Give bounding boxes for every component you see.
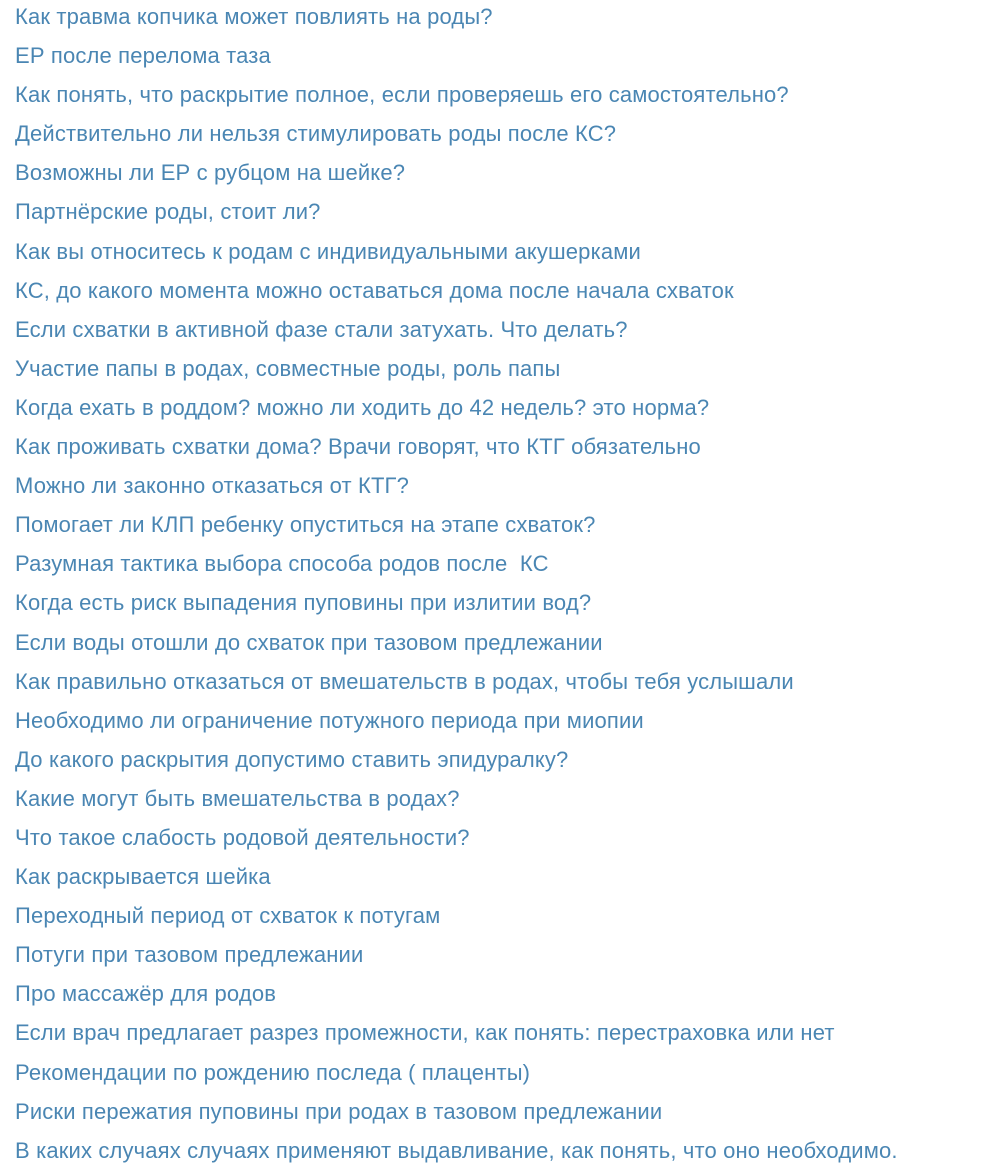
faq-link[interactable]: Если врач предлагает разрез промежности, как понять: перестраховка или нет [15, 1020, 835, 1046]
faq-link[interactable]: Помогает ли КЛП ребенку опуститься на этапе схваток? [15, 512, 596, 538]
faq-link[interactable]: Как проживать схватки дома? Врачи говорят, что КТГ обязательно [15, 434, 701, 460]
faq-link[interactable]: Если схватки в активной фазе стали затухать. Что делать? [15, 316, 628, 342]
faq-link[interactable]: Как раскрывается шейка [15, 864, 271, 890]
faq-link[interactable]: Рекомендации по рождению последа ( плаценты) [15, 1059, 531, 1085]
faq-link[interactable]: Возможны ли ЕР с рубцом на шейке? [15, 160, 406, 186]
faq-link[interactable]: Можно ли законно отказаться от КТГ? [15, 473, 410, 499]
faq-link[interactable]: Как понять, что раскрытие полное, если проверяешь его самостоятельно? [15, 82, 789, 108]
faq-link[interactable]: В каких случаях случаях применяют выдавливание, как понять, что оно необходимо. [15, 1137, 898, 1163]
faq-link[interactable]: Как правильно отказаться от вмешательств в родах, чтобы тебя услышали [15, 668, 794, 694]
faq-link[interactable]: Разумная тактика выбора способа родов после КС [15, 551, 549, 577]
faq-link[interactable]: Необходимо ли ограничение потужного периода при миопии [15, 707, 644, 733]
faq-link[interactable]: Какие могут быть вмешательства в родах? [15, 785, 460, 811]
faq-link[interactable]: ЕР после перелома таза [15, 43, 271, 69]
faq-link[interactable]: Участие папы в родах, совместные роды, роль папы [15, 355, 561, 381]
faq-link[interactable]: Потуги при тазовом предлежании [15, 942, 364, 968]
faq-link[interactable]: До какого раскрытия допустимо ставить эпидуралку? [15, 746, 569, 772]
faq-link[interactable]: Как вы относитесь к родам с индивидуальными акушерками [15, 238, 641, 264]
faq-link[interactable]: Про массажёр для родов [15, 981, 277, 1007]
faq-link[interactable]: Если воды отошли до схваток при тазовом предлежании [15, 629, 603, 655]
faq-link[interactable]: Когда есть риск выпадения пуповины при излитии вод? [15, 590, 592, 616]
faq-link[interactable]: Переходный период от схваток к потугам [15, 903, 441, 929]
faq-link[interactable]: КС, до какого момента можно оставаться дома после начала схваток [15, 277, 734, 303]
faq-link[interactable]: Как травма копчика может повлиять на роды? [15, 4, 493, 29]
faq-link[interactable]: Действительно ли нельзя стимулировать роды после КС? [15, 121, 617, 147]
faq-link[interactable]: Партнёрские роды, стоит ли? [15, 199, 321, 225]
faq-link[interactable]: Когда ехать в роддом? можно ли ходить до 42 недель? это норма? [15, 394, 710, 420]
faq-link[interactable]: Что такое слабость родовой деятельности? [15, 824, 470, 850]
faq-link-list [15, 0, 898, 1173]
faq-link[interactable]: Риски пережатия пуповины при родах в тазовом предлежании [15, 1098, 663, 1124]
